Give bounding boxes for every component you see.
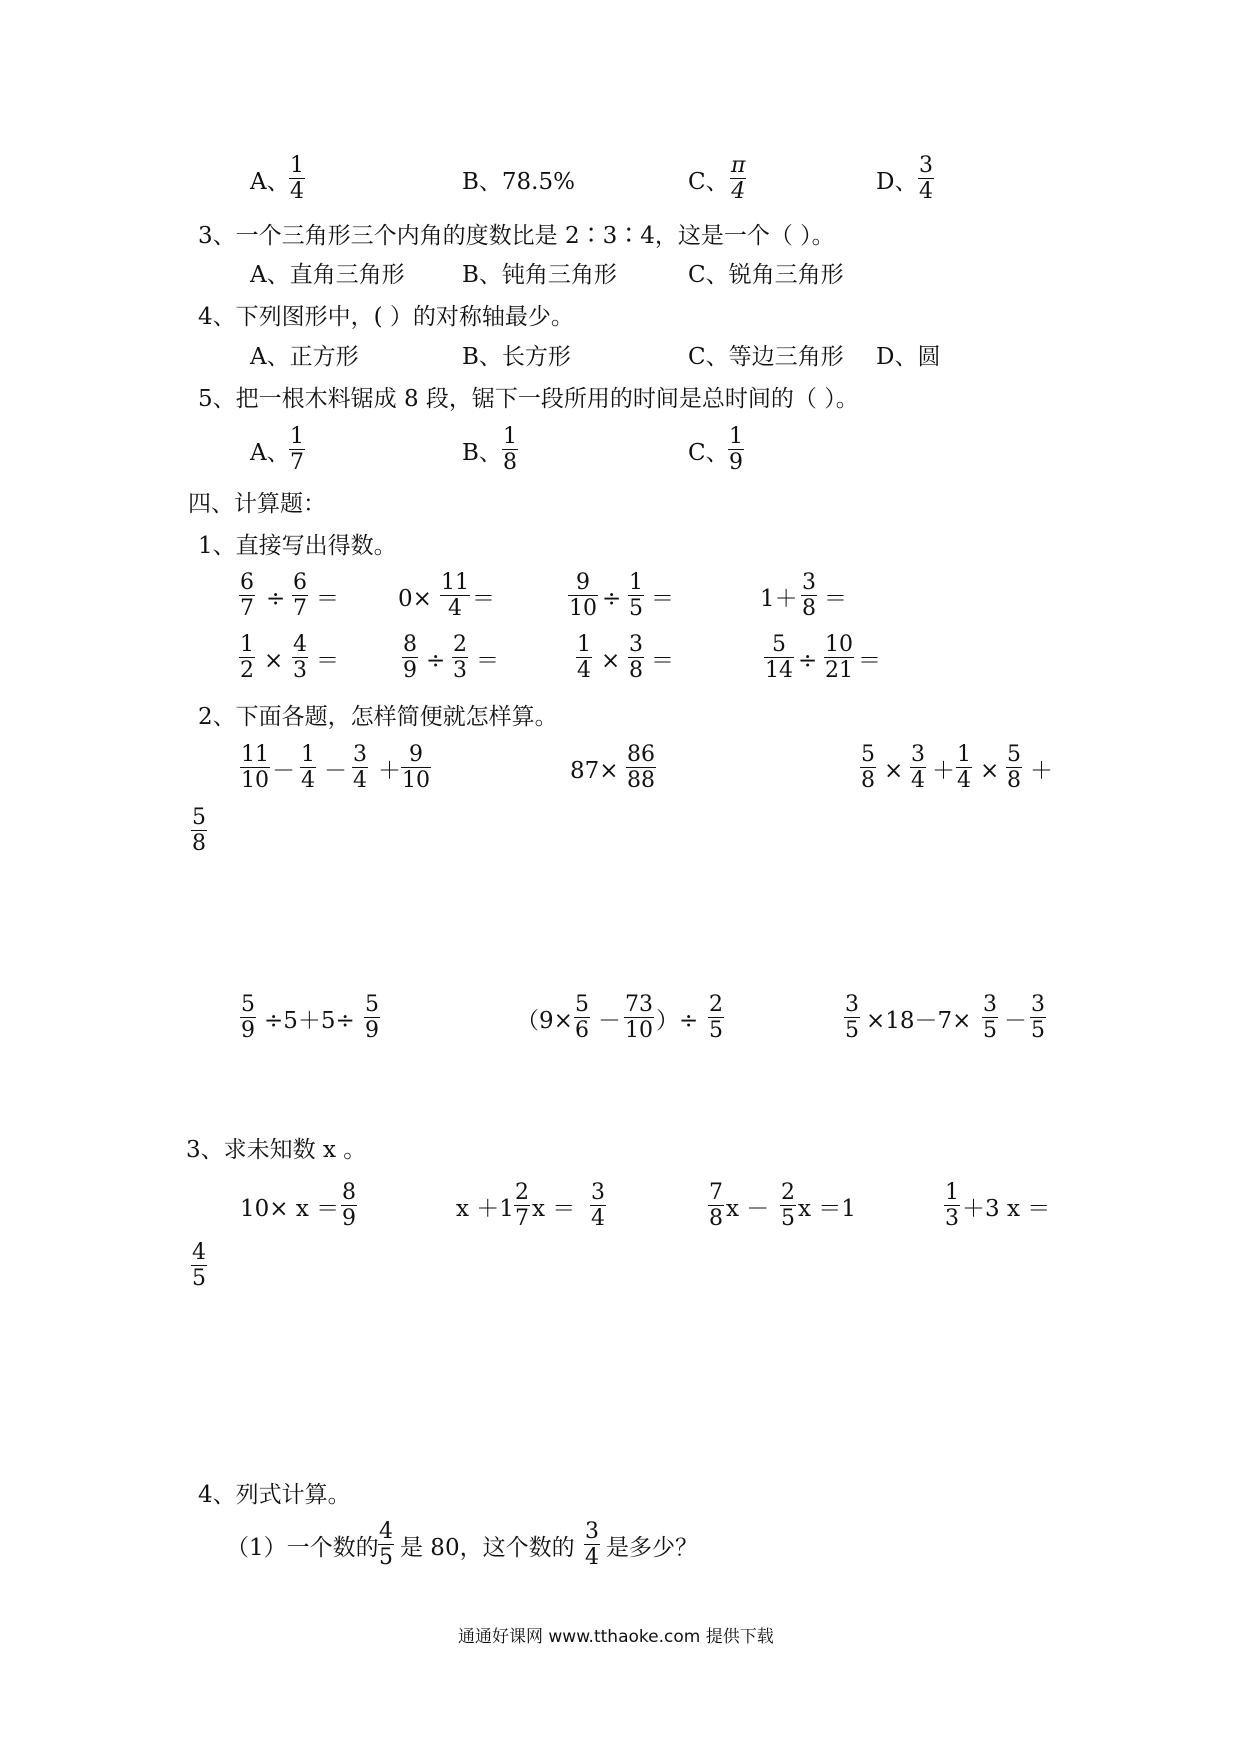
q4-stem: 4、下列图形中，( ）的对称轴最少。 [198,304,574,330]
direct-r2c3-frac2: 3 8 [629,632,643,683]
direct-r1c1-op: ÷ [266,586,286,612]
q5-stem: 5、把一根木料锯成 8 段，锯下一段所用的时间是总时间的（ ）。 [198,386,859,412]
q3-stem: 3、一个三角形三个内角的度数比是 2∶3∶4，这是一个（ ）。 [198,223,835,249]
simplify-e5-close: ）÷ [656,1008,699,1034]
solve-e2-frac1: 2 7 [515,1180,529,1231]
solve-e4-frac1: 1 3 [945,1180,959,1231]
section-title: 四、计算题： [188,491,326,517]
simplify-e3-frac2: 3 4 [911,742,925,793]
direct-r1c4-frac: 3 8 [802,570,816,621]
simplify-e3-frac3: 1 4 [957,742,971,793]
direct-r1c3-op: ÷ [602,586,622,612]
simplify-e5-frac3: 2 5 [709,992,723,1043]
direct-r2c4-op: ÷ [798,648,818,674]
simplify-e1-frac4: 9 10 [402,742,430,793]
q4-option-c: C、等边三角形 [688,344,844,370]
q5-option-c-fraction: 1 9 [729,424,743,475]
solve-title: 3、求未知数 x 。 [186,1137,367,1163]
direct-r1c3-eq: ＝ [651,586,674,612]
simplify-e3-op2: ＋ [932,758,955,784]
direct-r1c2-eq: ＝ [472,586,495,612]
simplify-e1-frac2: 1 4 [301,742,315,793]
q2-option-a-fraction: 1 4 [290,153,304,204]
solve-e1-pre: 10× x ＝ [240,1196,340,1222]
simplify-e1-op3: ＋ [378,758,401,784]
solve-e3-mid: x － [726,1196,770,1222]
q3-option-a: A、直角三角形 [250,262,405,288]
solve-e3-post: x ＝1 [798,1196,856,1222]
simplify-e5-frac1: 5 6 [575,992,589,1043]
direct-r1c2-frac: 11 4 [441,570,469,621]
simplify-e3-op4: ＋ [1030,758,1053,784]
simplify-e4-frac2: 5 9 [365,992,379,1043]
direct-r1c1-frac2: 6 7 [293,570,307,621]
q5-option-a-label: A、 [250,440,290,466]
direct-r2c3-op: × [601,648,621,674]
q5-option-b-fraction: 1 8 [503,424,517,475]
direct-r1c4-pre: 1＋ [760,586,798,612]
direct-r2c3-frac1: 1 4 [577,632,591,683]
solve-e3-frac1: 7 8 [709,1180,723,1231]
q3-option-b: B、钝角三角形 [462,262,617,288]
simplify-e6-frac1: 3 5 [845,992,859,1043]
simplify-e4-mid: ÷5＋5÷ [264,1008,355,1034]
q5-option-b-label: B、 [462,440,502,466]
q2-option-d-fraction: 3 4 [919,153,933,204]
solve-e3-frac2: 2 5 [781,1180,795,1231]
simplify-e3-op3: × [980,758,1000,784]
q4-option-d: D、圆 [876,344,941,370]
q5-option-a-fraction: 1 7 [290,424,304,475]
q2-option-a-label: A、 [250,169,290,195]
direct-r2c1-frac2: 4 3 [293,632,307,683]
direct-title: 1、直接写出得数。 [198,533,397,559]
footer: 通通好课网 www.tthaoke.com 提供下载 [458,1627,774,1647]
solve-e4-mid: ＋3 x ＝ [962,1196,1051,1222]
solve-e2-pre: x ＋1 [456,1196,514,1222]
direct-r2c4-frac1: 5 14 [765,632,793,683]
direct-r1c4-eq: ＝ [824,586,847,612]
direct-r2c2-frac2: 2 3 [453,632,467,683]
simplify-e5-pre: （9× [516,1008,573,1034]
simplify-e6-frac2: 3 5 [983,992,997,1043]
simplify-e1-op1: － [272,758,295,784]
simplify-e6-frac3: 3 5 [1031,992,1045,1043]
listcalc-frac2: 3 4 [585,1519,599,1570]
direct-r2c3-eq: ＝ [651,648,674,674]
direct-r1c1-eq: ＝ [316,586,339,612]
solve-e1-frac: 8 9 [342,1180,356,1231]
listcalc-p1b: 是 80，这个数的 [400,1535,575,1561]
q4-option-a: A、正方形 [250,344,359,370]
q2-option-c-label: C、 [688,169,729,195]
q2-option-b: B、78.5% [462,169,575,195]
direct-r2c1-eq: ＝ [316,648,339,674]
direct-r1c3-frac1: 9 10 [569,570,597,621]
simplify-e1-frac3: 3 4 [353,742,367,793]
direct-r2c4-frac2: 10 21 [825,632,853,683]
simplify-e5-op: － [598,1008,621,1034]
solve-e2-mid: x ＝ [532,1196,576,1222]
simplify-e4-frac1: 5 9 [241,992,255,1043]
direct-r1c2-pre: 0× [398,586,432,612]
direct-r1c3-frac2: 1 5 [629,570,643,621]
simplify-e2-frac: 86 88 [627,742,655,793]
simplify-e1-frac1: 11 10 [241,742,269,793]
direct-r2c1-frac1: 1 2 [240,632,254,683]
simplify-e6-op: － [1004,1008,1027,1034]
q2-option-c-fraction: π 4 [731,153,746,204]
simplify-e6-mid: ×18－7× [866,1008,972,1034]
solve-e4-frac2: 4 5 [192,1240,206,1291]
simplify-e5-frac2: 73 10 [625,992,653,1043]
listcalc-p1a: （1）一个数的 [226,1535,379,1561]
q3-option-c: C、锐角三角形 [688,262,844,288]
direct-r1c1-frac1: 6 7 [240,570,254,621]
listcalc-p1c: 是多少？ [606,1535,698,1561]
simplify-e3-frac4: 5 8 [1007,742,1021,793]
listcalc-title: 4、列式计算。 [198,1482,351,1508]
direct-r2c4-eq: ＝ [858,648,881,674]
direct-r2c2-op: ÷ [426,648,446,674]
simplify-e3-frac1: 5 8 [861,742,875,793]
q2-option-d-label: D、 [876,169,918,195]
simplify-e3-op1: × [884,758,904,784]
direct-r2c2-eq: ＝ [476,648,499,674]
simplify-e3-frac5: 5 8 [192,805,206,856]
simplify-e2-pre: 87× [570,758,619,784]
listcalc-frac1: 4 5 [379,1519,393,1570]
simplify-title: 2、下面各题，怎样简便就怎样算。 [198,704,558,730]
q4-option-b: B、长方形 [462,344,571,370]
direct-r2c1-op: × [264,648,284,674]
direct-r2c2-frac1: 8 9 [403,632,417,683]
solve-e2-frac2: 3 4 [591,1180,605,1231]
simplify-e1-op2: － [324,758,347,784]
q5-option-c-label: C、 [688,440,729,466]
